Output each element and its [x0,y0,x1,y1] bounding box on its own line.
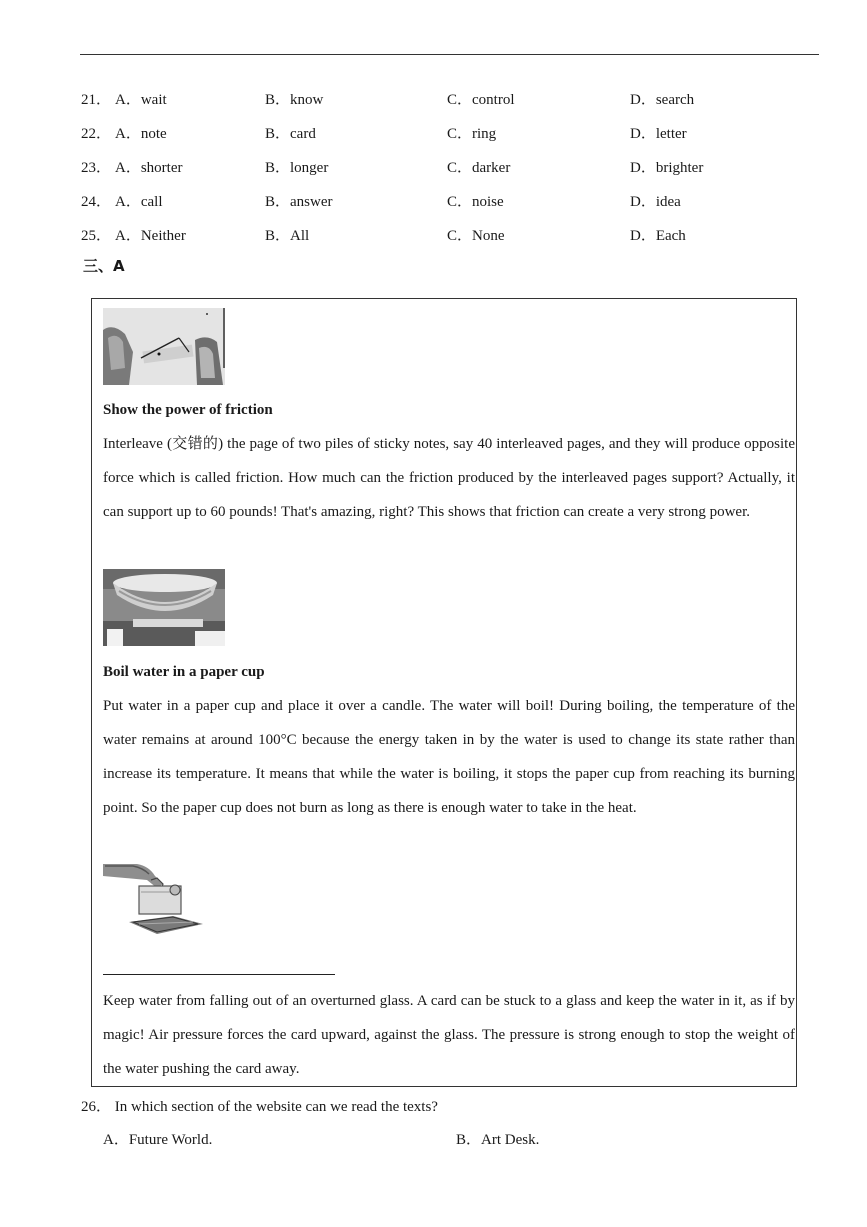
question-row-25 [0,225,867,247]
option-c[interactable]: C．None [447,228,505,244]
friction-photo [103,308,225,385]
paper-cup-photo [103,569,225,646]
section1-title: Show the power of friction [103,402,273,418]
question-number: 22． [81,126,112,142]
option-b[interactable]: B．card [265,126,316,142]
option-d[interactable]: D．idea [630,194,681,210]
option-d[interactable]: D．search [630,92,695,108]
option-a[interactable]: A．Neither [115,228,186,244]
option-d[interactable]: D．Each [630,228,686,244]
question-row-24 [0,191,867,213]
question-number: 21． [81,92,112,108]
option-c[interactable]: C．darker [447,160,511,176]
option-b[interactable]: B．All [265,228,310,244]
option-c[interactable]: C．noise [447,194,504,210]
question-number: 23． [81,160,112,176]
question-row-22 [0,123,867,145]
section3-title-blank [103,974,335,975]
option-d[interactable]: D．letter [630,126,687,142]
question-number: 25． [81,228,112,244]
option-b[interactable]: B．answer [265,194,333,210]
option-a[interactable]: A．shorter [115,160,183,176]
option-c[interactable]: C．ring [447,126,497,142]
option-a[interactable]: A．call [115,194,163,210]
question-26-stem: 26． In which section of the website can we read the texts? [81,1099,438,1115]
question-26-option-a[interactable]: A．Future World. [103,1132,213,1148]
option-b[interactable]: B．longer [265,160,329,176]
option-d[interactable]: D．brighter [630,160,704,176]
option-a[interactable]: A．wait [115,92,167,108]
section1-text: Interleave (交错的) the page of two piles of sticky notes, say 40 interleaved pages, and they will produce opposite force which is called friction. How much can the friction produced by the interleaved pages support? Actually, it can support up to 60 pounds! That's amazing, right? This shows that friction can create a very strong power. [103,436,795,520]
question-row-21 [0,89,867,111]
section2-title: Boil water in a paper cup [103,664,265,680]
option-b[interactable]: B．know [265,92,324,108]
section3-text: Keep water from falling out of an overturned glass. A card can be stuck to a glass and keep the water in it, as if by magic! Air pressure forces the card upward, against the glass. The pressure is strong enough to stop the weight of the water pushing the card away. [103,993,795,1077]
overturned-glass-photo [103,862,203,940]
section-heading: 三、A [83,257,125,275]
question-26-option-b[interactable]: B．Art Desk. [456,1132,540,1148]
option-c[interactable]: C．control [447,92,515,108]
question-number: 24． [81,194,112,210]
section2-text: Put water in a paper cup and place it over a candle. The water will boil! During boiling, the temperature of the water remains at around 100°C because the energy taken in by the water is used to change its state rather than increase its temperature. It means that while the water is boiling, it stops the paper cup from reaching its burning point. So the paper cup does not burn as long as there is enough water to take in the heat. [103,698,795,816]
option-a[interactable]: A．note [115,126,167,142]
question-row-23 [0,157,867,179]
page-top-rule [80,54,819,55]
